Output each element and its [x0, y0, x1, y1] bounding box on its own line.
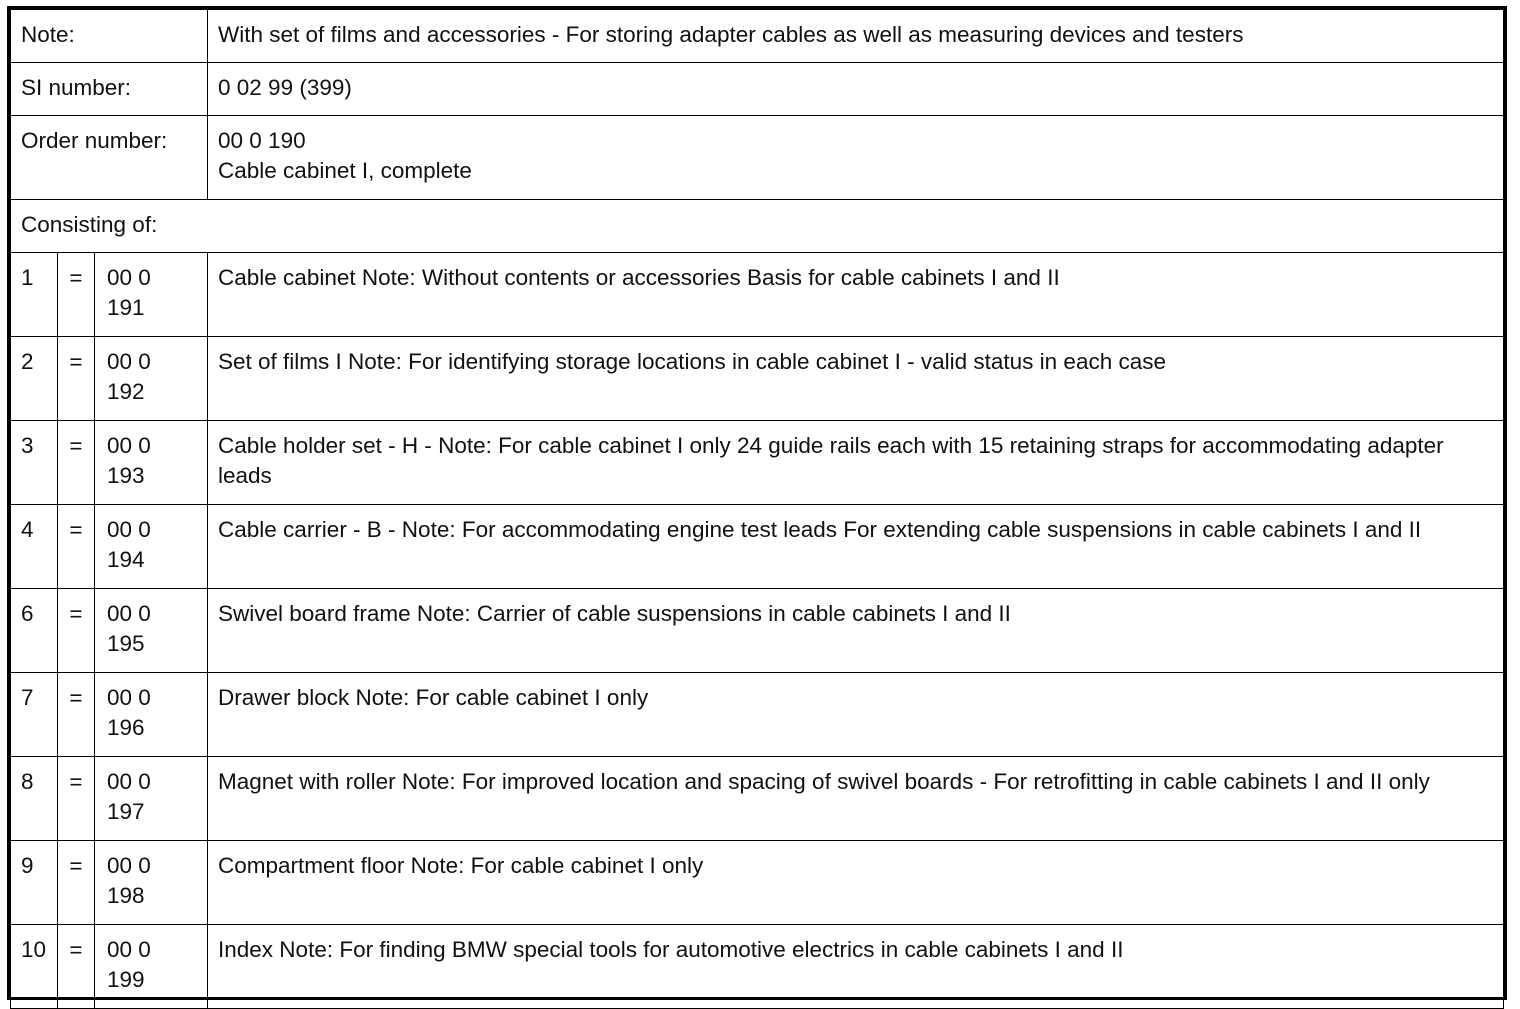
- item-description: Swivel board frame Note: Carrier of cable suspensions in cable cabinets I and II: [208, 589, 1504, 673]
- item-number: 10: [11, 925, 58, 1009]
- item-code-line1: 00 0: [107, 601, 151, 626]
- note-label: Note:: [11, 10, 208, 63]
- item-code-line1: 00 0: [107, 349, 151, 374]
- table-row: [11, 505, 1504, 589]
- item-equals: =: [58, 505, 95, 589]
- order-number-value: [208, 116, 1504, 200]
- item-code-line1: 00 0: [107, 769, 151, 794]
- item-code-line2: 195: [107, 631, 145, 656]
- item-equals: =: [58, 673, 95, 757]
- item-description: Cable cabinet Note: Without contents or accessories Basis for cable cabinets I and II: [208, 253, 1504, 337]
- item-number: 8: [11, 757, 58, 841]
- item-code-line1: 00 0: [107, 517, 151, 542]
- table-row: [11, 337, 1504, 421]
- item-code-line2: 194: [107, 547, 145, 572]
- table-row: [11, 421, 1504, 505]
- item-description: Set of films I Note: For identifying storage locations in cable cabinet I - valid status in each case: [208, 337, 1504, 421]
- item-code-line2: 199: [107, 967, 145, 992]
- item-code-line2: 191: [107, 295, 145, 320]
- item-code-line2: 192: [107, 379, 145, 404]
- item-number: 4: [11, 505, 58, 589]
- order-number-description: Cable cabinet I, complete: [218, 158, 472, 183]
- item-code-line2: 193: [107, 463, 145, 488]
- item-code-line1: 00 0: [107, 433, 151, 458]
- si-number-label: SI number:: [11, 63, 208, 116]
- item-code: [95, 925, 208, 1009]
- order-number-label: Order number:: [11, 116, 208, 200]
- table-row: [11, 253, 1504, 337]
- item-number: 2: [11, 337, 58, 421]
- item-code-line1: 00 0: [107, 265, 151, 290]
- parts-table: [10, 9, 1504, 1009]
- note-row: [11, 10, 1504, 63]
- si-number-row: [11, 63, 1504, 116]
- item-code-line2: 198: [107, 883, 145, 908]
- order-number-code: 00 0 190: [218, 128, 306, 153]
- item-code: [95, 337, 208, 421]
- item-number: 1: [11, 253, 58, 337]
- si-number-value: 0 02 99 (399): [208, 63, 1504, 116]
- item-description: Cable carrier - B - Note: For accommodating engine test leads For extending cable suspensions in cable cabinets I and II: [208, 505, 1504, 589]
- item-code-line1: 00 0: [107, 685, 151, 710]
- parts-document: [7, 6, 1507, 1000]
- item-equals: =: [58, 253, 95, 337]
- consisting-of-label: Consisting of:: [11, 200, 1504, 253]
- item-number: 7: [11, 673, 58, 757]
- note-value: With set of films and accessories - For storing adapter cables as well as measuring devices and testers: [208, 10, 1504, 63]
- item-description: Magnet with roller Note: For improved location and spacing of swivel boards - For retrofitting in cable cabinets I and II only: [208, 757, 1504, 841]
- item-code-line1: 00 0: [107, 853, 151, 878]
- item-description: Cable holder set - H - Note: For cable cabinet I only 24 guide rails each with 15 retaining straps for accommodating adapter leads: [208, 421, 1504, 505]
- item-code: [95, 589, 208, 673]
- item-code: [95, 841, 208, 925]
- item-code: [95, 757, 208, 841]
- item-code-line2: 196: [107, 715, 145, 740]
- item-equals: =: [58, 337, 95, 421]
- item-number: 3: [11, 421, 58, 505]
- item-description: Compartment floor Note: For cable cabinet I only: [208, 841, 1504, 925]
- item-equals: =: [58, 421, 95, 505]
- order-number-row: [11, 116, 1504, 200]
- item-equals: =: [58, 757, 95, 841]
- consisting-of-row: [11, 200, 1504, 253]
- item-code-line2: 197: [107, 799, 145, 824]
- item-code: [95, 253, 208, 337]
- table-row: [11, 757, 1504, 841]
- item-number: 9: [11, 841, 58, 925]
- item-equals: =: [58, 925, 95, 1009]
- item-code-line1: 00 0: [107, 937, 151, 962]
- table-row: [11, 673, 1504, 757]
- table-row: [11, 841, 1504, 925]
- table-row: [11, 589, 1504, 673]
- item-code: [95, 673, 208, 757]
- item-code: [95, 421, 208, 505]
- item-equals: =: [58, 841, 95, 925]
- item-code: [95, 505, 208, 589]
- item-description: Drawer block Note: For cable cabinet I only: [208, 673, 1504, 757]
- table-row: [11, 925, 1504, 1009]
- item-description: Index Note: For finding BMW special tools for automotive electrics in cable cabinets I and II: [208, 925, 1504, 1009]
- item-equals: =: [58, 589, 95, 673]
- item-number: 6: [11, 589, 58, 673]
